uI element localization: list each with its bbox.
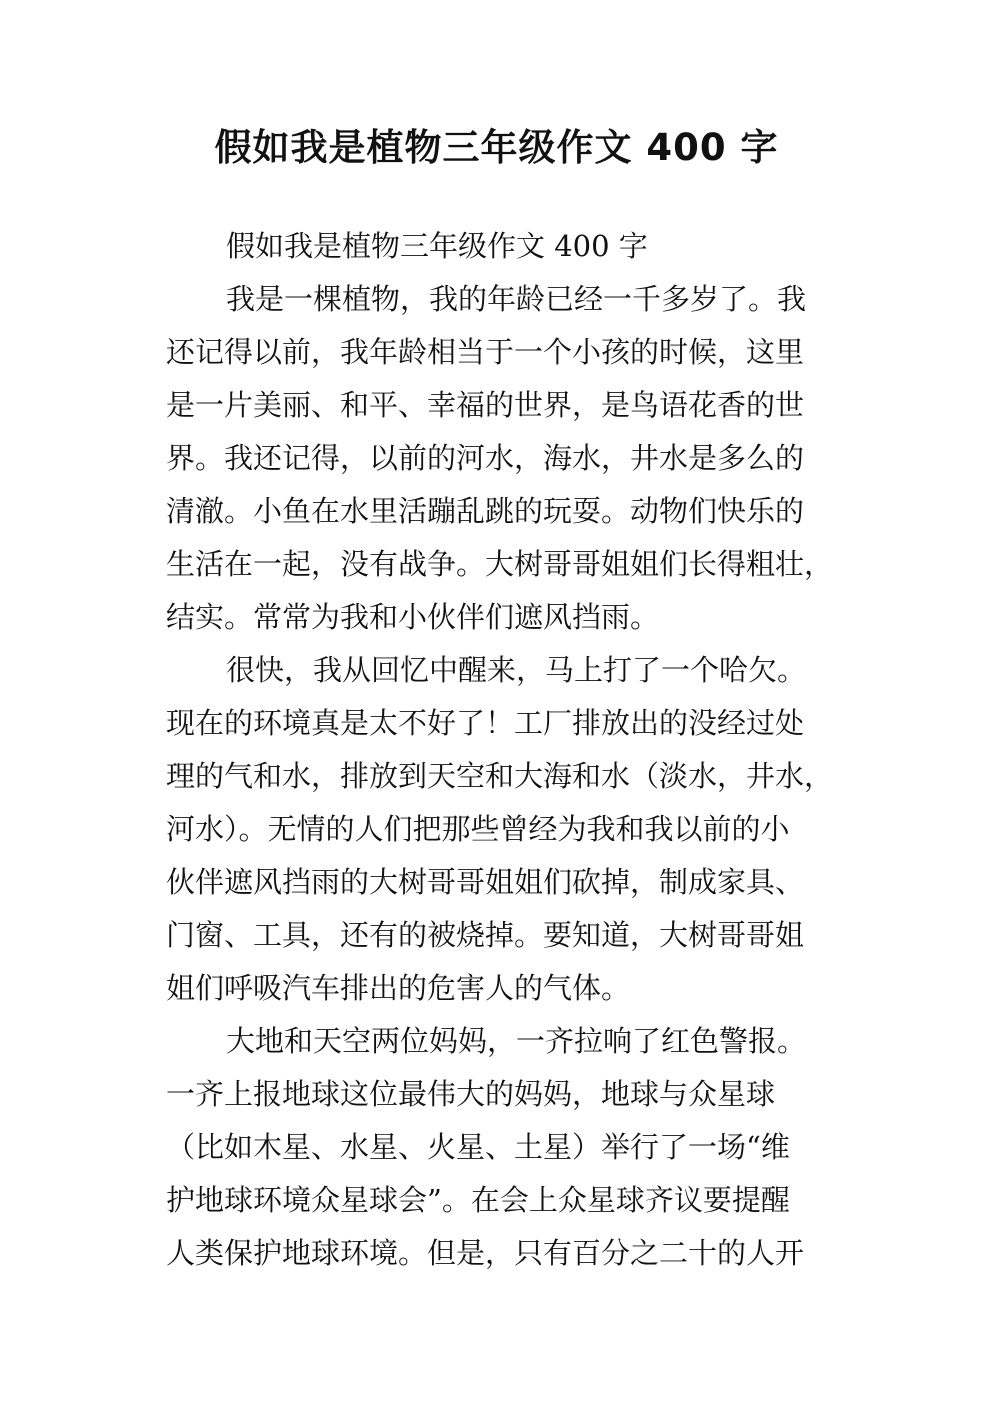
document-title: 假如我是植物三年级作文 400 字 [214, 126, 779, 169]
text-line: 理的气和水，排放到天空和大海和水（淡水，井水， [166, 759, 834, 793]
text-line: 很快，我从回忆中醒来，马上打了一个哈欠。 [226, 653, 807, 687]
text-line: 现在的环境真是太不好了！工厂排放出的没经过处 [166, 706, 805, 740]
text-line: 伙伴遮风挡雨的大树哥哥姐姐们砍掉，制成家具、 [166, 865, 805, 899]
text-line: 清澈。小鱼在水里活蹦乱跳的玩耍。动物们快乐的 [166, 494, 805, 528]
text-line: 姐们呼吸汽车排出的危害人的气体。 [166, 971, 631, 1005]
text-line: 假如我是植物三年级作文 400 字 [226, 229, 648, 263]
text-line: （比如木星、水星、火星、土星）举行了一场“维 [166, 1130, 790, 1164]
text-line: 门窗、工具，还有的被烧掉。要知道，大树哥哥姐 [166, 918, 805, 952]
text-line: 我是一棵植物，我的年龄已经一千多岁了。我 [226, 282, 807, 316]
text-line: 护地球环境众星球会”。在会上众星球齐议要提醒 [166, 1183, 790, 1217]
text-line: 一齐上报地球这位最伟大的妈妈，地球与众星球 [166, 1077, 776, 1111]
text-line: 界。我还记得，以前的河水，海水，井水是多么的 [166, 441, 805, 475]
text-line: 是一片美丽、和平、幸福的世界，是鸟语花香的世 [166, 388, 805, 422]
text-line: 河水）。无情的人们把那些曾经为我和我以前的小 [166, 812, 790, 846]
document-body [166, 220, 846, 1280]
text-line: 生活在一起，没有战争。大树哥哥姐姐们长得粗壮， [166, 547, 834, 581]
text-line: 人类保护地球环境。但是，只有百分之二十的人开 [166, 1236, 805, 1270]
text-line: 结实。常常为我和小伙伴们遮风挡雨。 [166, 600, 660, 634]
text-line: 还记得以前，我年龄相当于一个小孩的时候，这里 [166, 335, 805, 369]
text-line: 大地和天空两位妈妈，一齐拉响了红色警报。 [226, 1024, 807, 1058]
